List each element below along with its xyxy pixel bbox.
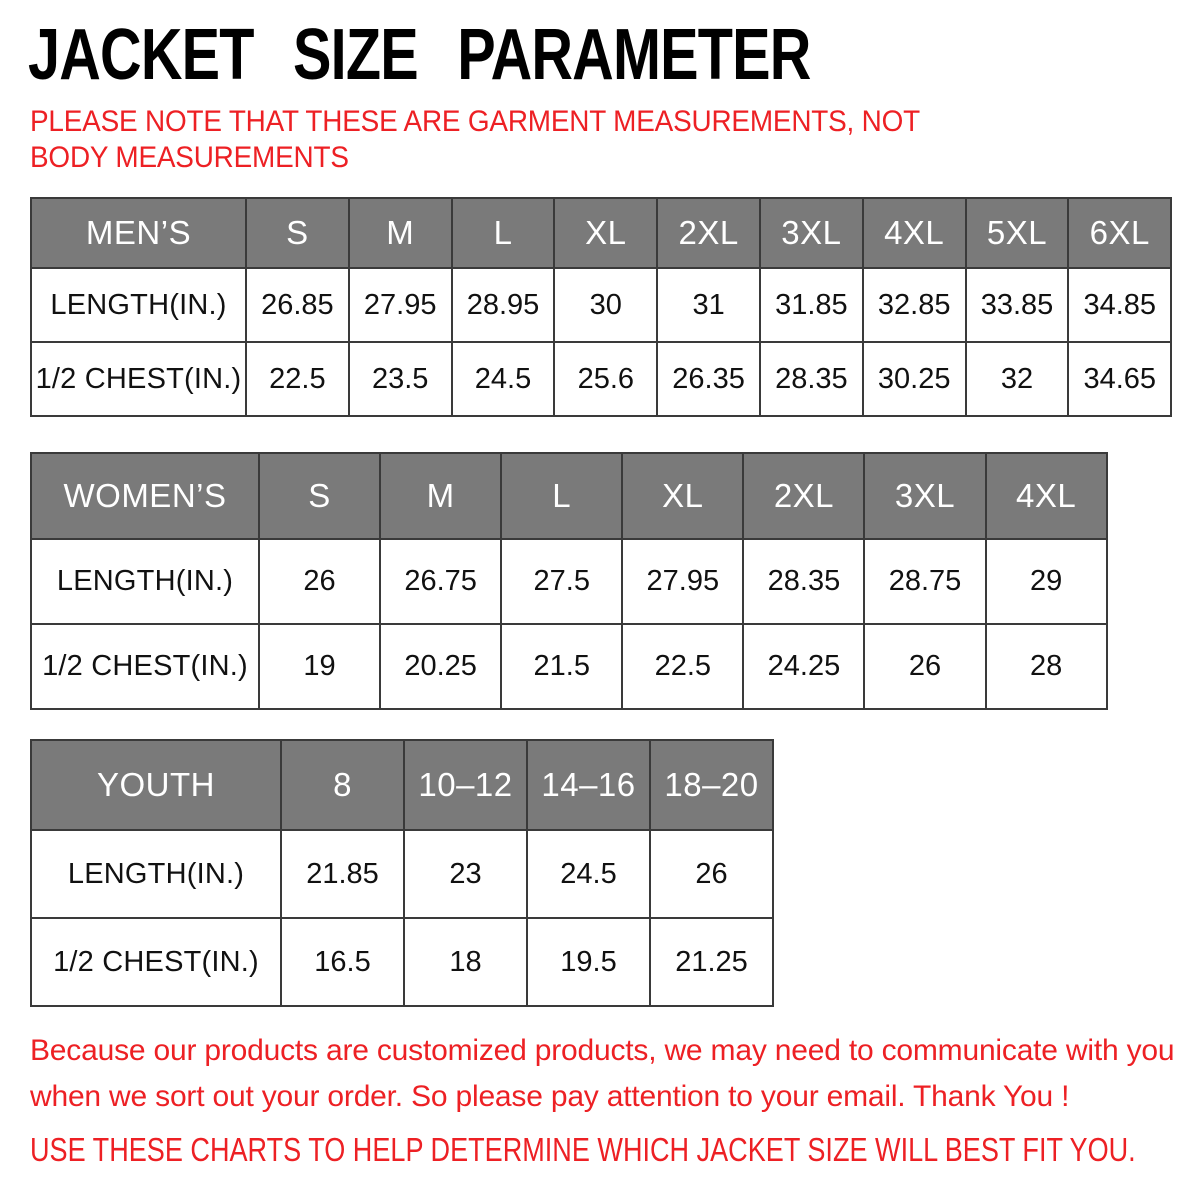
youth-size-table [30,739,774,1007]
value-cell: 24.25 [743,624,864,709]
value-cell: 28.35 [743,539,864,624]
category-header-cell: MEN’S [31,198,246,268]
garment-measurement-note: PLEASE NOTE THAT THESE ARE GARMENT MEASUREMENTS, NOT BODY MEASUREMENTS [30,105,920,174]
value-cell: 25.6 [554,342,657,416]
size-header-cell: S [259,453,380,539]
value-cell: 18 [404,918,527,1006]
value-cell: 22.5 [246,342,349,416]
value-cell: 26 [650,830,773,918]
size-header-cell: 6XL [1068,198,1171,268]
category-header-cell: YOUTH [31,740,281,830]
size-header-cell: M [380,453,501,539]
row-label-cell: LENGTH(IN.) [31,268,246,342]
value-cell: 30 [554,268,657,342]
size-header-cell: 5XL [966,198,1069,268]
size-header-cell: 3XL [760,198,863,268]
value-cell: 34.85 [1068,268,1171,342]
value-cell: 31 [657,268,760,342]
size-header-cell: L [501,453,622,539]
mens-size-table [30,197,1172,417]
row-label-cell: LENGTH(IN.) [31,539,259,624]
row-label-cell: LENGTH(IN.) [31,830,281,918]
value-cell: 26 [259,539,380,624]
value-cell: 30.25 [863,342,966,416]
value-cell: 27.5 [501,539,622,624]
value-cell: 27.95 [622,539,743,624]
value-cell: 19.5 [527,918,650,1006]
value-cell: 21.5 [501,624,622,709]
value-cell: 28.95 [452,268,555,342]
value-cell: 23 [404,830,527,918]
category-header-cell: WOMEN’S [31,453,259,539]
value-cell: 21.85 [281,830,404,918]
value-cell: 26.75 [380,539,501,624]
size-header-cell: L [452,198,555,268]
size-header-cell: 2XL [657,198,760,268]
size-header-cell: 4XL [863,198,966,268]
size-header-cell: 10–12 [404,740,527,830]
size-header-cell: S [246,198,349,268]
footer-customization-note: Because our products are customized products, we may need to communicate with you when we sort out your order. So please pay attention to your email. Thank You ! [30,1034,1175,1113]
size-header-cell: XL [554,198,657,268]
value-cell: 33.85 [966,268,1069,342]
size-header-cell: 2XL [743,453,864,539]
row-label-cell: 1/2 CHEST(IN.) [31,624,259,709]
value-cell: 28.35 [760,342,863,416]
size-header-cell: XL [622,453,743,539]
value-cell: 29 [986,539,1107,624]
value-cell: 23.5 [349,342,452,416]
value-cell: 26.85 [246,268,349,342]
value-cell: 27.95 [349,268,452,342]
value-cell: 19 [259,624,380,709]
value-cell: 28.75 [864,539,985,624]
value-cell: 26 [864,624,985,709]
value-cell: 32 [966,342,1069,416]
value-cell: 21.25 [650,918,773,1006]
size-header-cell: 4XL [986,453,1107,539]
page-title: JACKET SIZE PARAMETER [28,15,811,95]
womens-size-table [30,452,1108,710]
value-cell: 24.5 [452,342,555,416]
value-cell: 31.85 [760,268,863,342]
row-label-cell: 1/2 CHEST(IN.) [31,918,281,1006]
value-cell: 20.25 [380,624,501,709]
value-cell: 28 [986,624,1107,709]
size-header-cell: 14–16 [527,740,650,830]
value-cell: 34.65 [1068,342,1171,416]
size-header-cell: 18–20 [650,740,773,830]
value-cell: 24.5 [527,830,650,918]
size-header-cell: 8 [281,740,404,830]
footer-usage-note: USE THESE CHARTS TO HELP DETERMINE WHICH JACKET SIZE WILL BEST FIT YOU. [30,1131,1136,1168]
size-header-cell: 3XL [864,453,985,539]
row-label-cell: 1/2 CHEST(IN.) [31,342,246,416]
value-cell: 32.85 [863,268,966,342]
size-header-cell: M [349,198,452,268]
value-cell: 26.35 [657,342,760,416]
value-cell: 22.5 [622,624,743,709]
value-cell: 16.5 [281,918,404,1006]
